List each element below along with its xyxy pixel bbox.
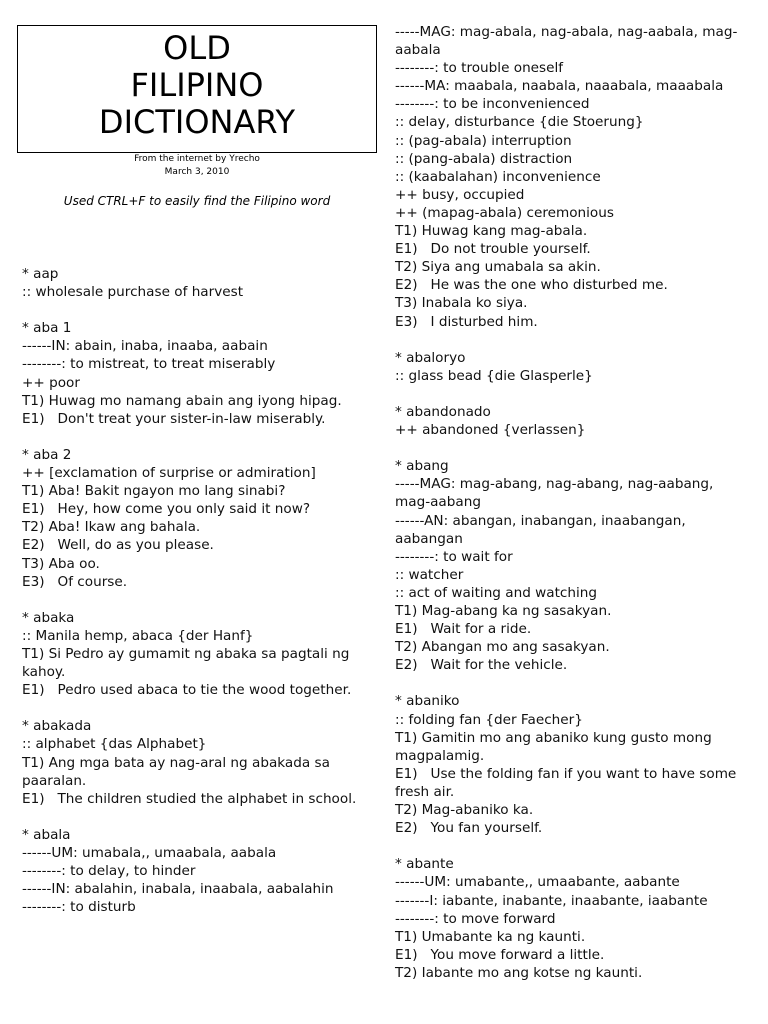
entry-line: E3) I disturbed him. <box>395 313 538 330</box>
entry-line: * aba 2 <box>22 446 72 463</box>
entry-line: * aba 1 <box>22 320 72 337</box>
entry-line: * abakada <box>22 718 92 735</box>
entry-line: :: delay, disturbance {die Stoerung} <box>395 114 644 131</box>
title-box <box>17 25 377 153</box>
entry-line: ------IN: abalahin, inabala, inaabala, aabalahin <box>22 881 334 898</box>
entry-line: :: glass bead {die Glasperle} <box>395 367 593 384</box>
left-column <box>22 265 370 934</box>
title-line: DICTIONARY <box>98 103 296 141</box>
source-credit <box>17 153 377 179</box>
entry-line: ------AN: abangan, inabangan, inaabangan, aabangan <box>395 512 690 547</box>
entry-line: ++ (mapag-abala) ceremonious <box>395 204 614 221</box>
entry-line: E2) Well, do as you please. <box>22 537 214 554</box>
entry-line: T1) Si Pedro ay gumamit ng abaka sa pagtali ng kahoy. <box>22 645 354 681</box>
entry-line: E2) He was the one who disturbed me. <box>395 277 668 294</box>
dictionary-entry <box>22 717 370 807</box>
entry-line: E2) You fan yourself. <box>395 820 543 837</box>
dictionary-entry <box>22 826 370 916</box>
entry-line: ------UM: umabala,, umaabala, aabala <box>22 845 277 861</box>
entry-line: T3) Inabala ko siya. <box>395 295 528 312</box>
entry-line: -----MAG: mag-abang, nag-abang, nag-aabang, mag-aabang <box>395 476 718 511</box>
entry-line: E1) The children studied the alphabet in school. <box>22 790 357 807</box>
usage-note: Used CTRL+F to easily find the Filipino word <box>63 194 331 208</box>
entry-line: --------: to be inconvenienced <box>395 96 590 113</box>
entry-line: T1) Mag-abang ka ng sasakyan. <box>395 603 612 619</box>
entry-line: E3) Of course. <box>22 573 128 590</box>
entry-line: ++ [exclamation of surprise or admiration] <box>22 465 316 482</box>
entry-line: * abaniko <box>395 693 460 710</box>
entry-line: * abala <box>22 826 71 843</box>
entry-line: * abante <box>395 856 454 873</box>
entry-line: * abaloryo <box>395 349 466 366</box>
entry-line: T1) Huwag kang mag-abala. <box>395 223 588 240</box>
entry-line: T2) Mag-abaniko ka. <box>395 802 534 819</box>
entry-line: :: (pag-abala) interruption <box>395 132 572 149</box>
dictionary-entry <box>395 349 745 385</box>
entry-line: :: alphabet {das Alphabet} <box>22 736 207 753</box>
entry-line: :: Manila hemp, abaca {der Hanf} <box>22 627 254 644</box>
entry-line: T1) Aba! Bakit ngayon mo lang sinabi? <box>22 483 286 500</box>
entry-line: E1) Do not trouble yourself. <box>395 241 591 258</box>
entry-line: T3) Aba oo. <box>22 555 100 572</box>
dictionary-entry <box>22 609 370 699</box>
entry-line: * abang <box>395 458 449 475</box>
dictionary-entry <box>22 446 370 591</box>
entry-line: --------: to disturb <box>22 899 136 916</box>
entry-line: E1) Don't treat your sister-in-law miserably. <box>22 410 326 427</box>
entry-line: T2) Siya ang umabala sa akin. <box>395 259 601 276</box>
entry-line: E1) Use the folding fan if you want to have some fresh air. <box>395 765 741 800</box>
entry-line: * abaka <box>22 609 75 626</box>
right-column <box>395 23 745 1000</box>
entry-line: --------: to mistreat, to treat miserably <box>22 356 276 373</box>
entry-line: -----MAG: mag-abala, nag-abala, nag-aabala, mag-aabala <box>395 24 738 59</box>
entry-line: T1) Ang mga bata ay nag-aral ng abakada sa paaralan. <box>22 754 335 789</box>
entry-line: ------UM: umabante,, umaabante, aabante <box>395 874 680 891</box>
entry-line: T2) Iabante mo ang kotse ng kaunti. <box>395 964 643 981</box>
entry-line: --------: to delay, to hinder <box>22 863 196 880</box>
entry-line: ++ poor <box>22 374 80 391</box>
dictionary-entry <box>395 692 745 837</box>
dictionary-entry <box>395 23 745 331</box>
source-author: From the internet by Yrecho <box>134 154 260 164</box>
entry-line: :: (pang-abala) distraction <box>395 150 573 167</box>
title-line: FILIPINO <box>130 66 264 104</box>
entry-line: T2) Aba! Ikaw ang bahala. <box>22 519 201 536</box>
entry-line: ++ busy, occupied <box>395 186 525 203</box>
source-date: March 3, 2010 <box>164 167 230 177</box>
entry-line: T1) Huwag mo namang abain ang iyong hipag. <box>22 392 342 409</box>
entry-line: ++ abandoned {verlassen} <box>395 422 586 439</box>
dictionary-entry <box>22 265 370 301</box>
entry-line: :: act of waiting and watching <box>395 584 598 601</box>
entry-line: ------MA: maabala, naabala, naaabala, maaabala <box>395 78 724 95</box>
entry-line: * aap <box>22 266 59 282</box>
title-line: OLD <box>163 29 231 67</box>
entry-line: :: wholesale purchase of harvest <box>22 284 244 301</box>
dictionary-entry <box>395 855 745 982</box>
entry-line: E1) You move forward a little. <box>395 946 605 963</box>
dictionary-entry <box>22 319 370 428</box>
entry-line: ------IN: abain, inaba, inaaba, aabain <box>22 338 268 355</box>
entry-line: :: (kaabalahan) inconvenience <box>395 168 601 185</box>
dictionary-entry <box>395 403 745 439</box>
entry-line: E1) Wait for a ride. <box>395 621 532 638</box>
entry-line: T2) Abangan mo ang sasakyan. <box>395 639 610 656</box>
entry-line: -------I: iabante, inabante, inaabante, iaabante <box>395 892 708 909</box>
entry-line: :: watcher <box>395 566 464 583</box>
dictionary-entry <box>395 457 745 674</box>
entry-line: * abandonado <box>395 403 491 420</box>
entry-line: :: folding fan {der Faecher} <box>395 711 583 728</box>
entry-line: T1) Gamitin mo ang abaniko kung gusto mong magpalamig. <box>395 729 717 764</box>
entry-line: T1) Umabante ka ng kaunti. <box>395 928 586 945</box>
entry-line: E2) Wait for the vehicle. <box>395 657 568 674</box>
entry-line: --------: to wait for <box>395 548 513 565</box>
entry-line: E1) Hey, how come you only said it now? <box>22 501 311 518</box>
entry-line: --------: to trouble oneself <box>395 60 564 77</box>
entry-line: E1) Pedro used abaca to tie the wood together. <box>22 682 352 699</box>
entry-line: --------: to move forward <box>395 910 556 927</box>
